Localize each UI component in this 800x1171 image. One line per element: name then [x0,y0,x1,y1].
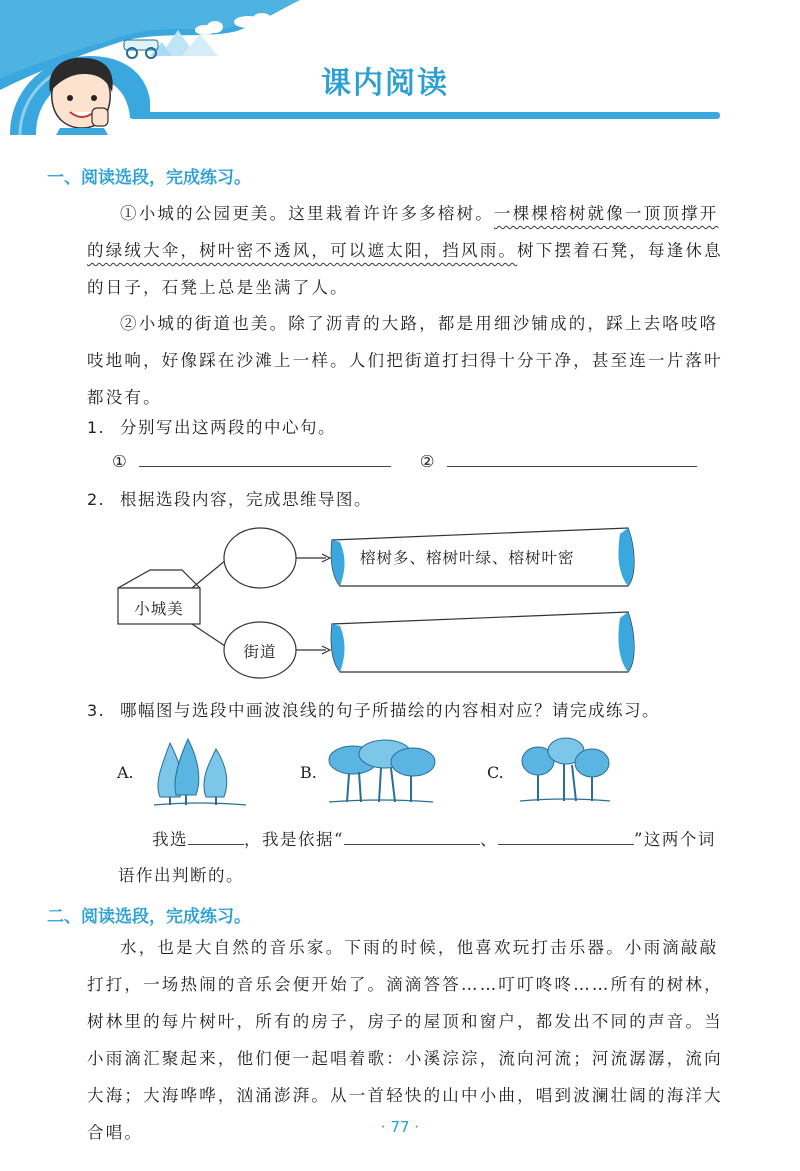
question-1-number: 1. [87,418,106,437]
option-c-label[interactable]: C. [487,763,504,782]
question-3-answer-line2: 语作出判断的。 [118,866,244,885]
mind-map-bottom-node-label: 街道 [243,643,277,661]
answer-1-blank[interactable] [139,465,391,467]
answer-2-blank[interactable] [447,465,697,467]
word-2-blank[interactable] [498,843,634,845]
page-number: · 77 · [380,1118,420,1136]
answer-text-basis: ，我是依据“ [244,830,344,849]
section2-heading: 二、阅读选段，完成练习。 [47,907,251,927]
page-title: 课内阅读 [321,66,449,101]
word-1-blank[interactable] [344,843,480,845]
option-a-trees-icon [150,735,250,810]
option-b-label[interactable]: B. [300,763,317,782]
section2-paragraph: 水，也是大自然的音乐家。下雨的时候，他喜欢玩打击乐器。小雨滴敲敲打打，一场热闹的音乐会便开始了。滴滴答答……叮叮咚咚……所有的树林，树林里的每片树叶，所有的房子，房子的屋顶和窗户，都发出不同的声音。当小雨滴汇聚起来，他们便一起唱着歌：小溪淙淙，流向河流；河流潺潺，流向大海；大海哗哗，汹涌澎湃。从一首轻快的山中小曲，唱到波澜壮阔的海洋大合唱。 [87,938,723,1142]
question-3-number: 3. [87,701,106,720]
question-1 [87,414,336,438]
question-3-answer-line [152,826,716,850]
wavy-underlined-sentence: 一棵棵榕树就像一顶顶撑开的绿绒大伞，树叶密不透风，可以遮太阳，挡风雨。 [87,204,719,260]
boy-mascot-icon [49,58,112,135]
question-2-number: 2. [87,490,106,509]
option-a-label[interactable]: A. [117,763,134,782]
question-1-text: 分别写出这两段的中心句。 [120,418,337,437]
choice-blank[interactable] [188,843,244,845]
mind-map-top-ellipse [224,528,296,588]
section1-heading: 一、阅读选段，完成练习。 [47,168,251,188]
question-3 [87,697,660,721]
mind-map-top-banner-text: 榕树多、榕树叶绿、榕树叶密 [360,549,575,567]
paragraph1-text-b: 树下摆着石凳，每逢休息的日子，石凳上总是坐满了人。 [87,241,723,297]
answer-1-marker: ① [112,452,129,471]
paragraph1-marker: ① [120,204,139,223]
answer-2-marker: ② [419,452,437,471]
option-b-trees-icon [325,738,437,810]
mind-map-bottom-banner-blank[interactable] [342,622,618,666]
answer-text-choose: 我选 [152,830,188,849]
section1-paragraph1 [87,195,727,306]
mind-map-root-label: 小城美 [134,600,184,618]
answer-text-end: ”这两个词 [633,830,716,849]
option-c-trees-icon [516,735,614,810]
answer-text-separator: 、 [479,830,498,849]
question-3-text: 哪幅图与选段中画波浪线的句子所描绘的内容相对应？请完成练习。 [120,701,661,720]
paragraph2-text: 小城的街道也美。除了沥青的大路，都是用细沙铺成的，踩上去咯吱咯吱地响，好像踩在沙滩上一样。人们把街道打扫得十分干净，甚至连一片落叶都没有。 [87,314,723,407]
section1-paragraph2 [87,305,727,416]
paragraph1-text-a: 小城的公园更美。这里栽着许许多多榕树。 [138,204,495,223]
question-2 [87,486,372,510]
question-2-text: 根据选段内容，完成思维导图。 [120,490,373,509]
paragraph2-marker: ② [120,314,139,333]
question-1-answers [112,452,697,471]
